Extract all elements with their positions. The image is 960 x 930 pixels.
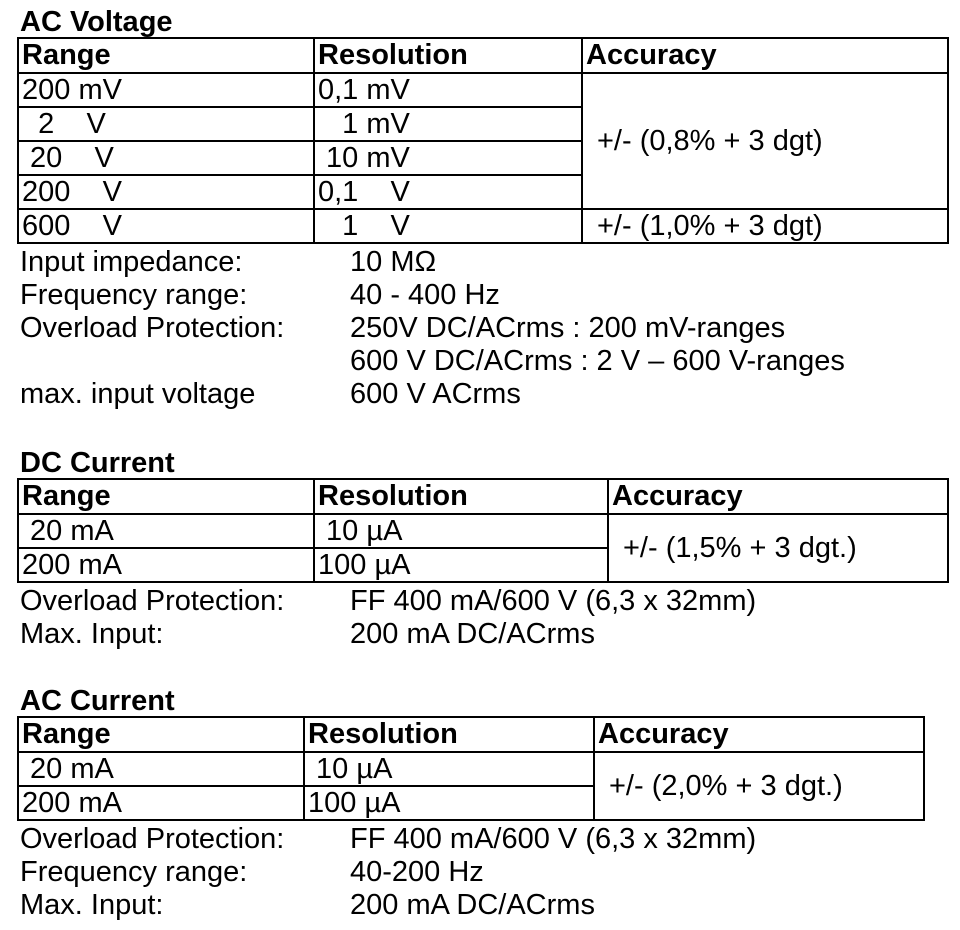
spec-notes: [17, 585, 949, 651]
note-value: 200 mA DC/ACrms: [350, 618, 595, 650]
note-label: Frequency range:: [20, 279, 248, 311]
note-label: Max. Input:: [20, 889, 164, 921]
range-cell: 2 V: [18, 107, 314, 141]
accuracy-cell: +/- (1,0% + 3 dgt): [582, 209, 948, 243]
spec-table-dc-current: [17, 478, 949, 583]
note-label: Overload Protection:: [20, 312, 285, 344]
section-title: AC Current: [20, 685, 175, 717]
note-row: [17, 378, 949, 411]
note-label: max. input voltage: [20, 378, 256, 410]
column-header-range: Range: [18, 717, 304, 752]
section-title: AC Voltage: [20, 6, 173, 38]
range-cell: 200 mV: [18, 73, 314, 107]
resolution-cell: 10 mV: [314, 141, 582, 175]
column-header-resolution: Resolution: [314, 38, 582, 73]
note-row: [17, 345, 949, 378]
table-header-row: [18, 479, 948, 514]
note-value: 40 - 400 Hz: [350, 279, 500, 311]
note-value: 250V DC/ACrms : 200 mV-ranges: [350, 312, 786, 344]
resolution-cell: 0,1 V: [314, 175, 582, 209]
range-cell: 20 V: [18, 141, 314, 175]
note-row: [17, 618, 949, 651]
range-cell: 200 V: [18, 175, 314, 209]
table-row: [18, 752, 924, 786]
note-label: Overload Protection:: [20, 585, 285, 617]
resolution-cell: 1 V: [314, 209, 582, 243]
spec-notes: [17, 246, 949, 411]
column-header-accuracy: Accuracy: [608, 479, 948, 514]
note-value: FF 400 mA/600 V (6,3 x 32mm): [350, 823, 757, 855]
resolution-cell: 100 µA: [314, 548, 608, 582]
range-cell: 600 V: [18, 209, 314, 243]
resolution-cell: 10 µA: [314, 514, 608, 548]
spec-table-ac-current: [17, 716, 925, 821]
note-row: [17, 585, 949, 618]
section-ac-current: [17, 684, 925, 922]
note-label: Input impedance:: [20, 246, 243, 278]
spec-table-ac-voltage: [17, 37, 949, 244]
accuracy-cell: +/- (0,8% + 3 dgt): [582, 73, 948, 209]
column-header-accuracy: Accuracy: [582, 38, 948, 73]
section-dc-current: [17, 446, 949, 651]
column-header-resolution: Resolution: [314, 479, 608, 514]
column-header-accuracy: Accuracy: [594, 717, 924, 752]
table-row: [18, 209, 948, 243]
resolution-cell: 0,1 mV: [314, 73, 582, 107]
table-header-row: [18, 717, 924, 752]
note-label: Overload Protection:: [20, 823, 285, 855]
resolution-cell: 100 µA: [304, 786, 594, 820]
range-cell: 20 mA: [18, 514, 314, 548]
note-value: 40-200 Hz: [350, 856, 484, 888]
accuracy-cell: +/- (2,0% + 3 dgt.): [594, 752, 924, 820]
resolution-cell: 1 mV: [314, 107, 582, 141]
table-header-row: [18, 38, 948, 73]
table-row: [18, 73, 948, 107]
column-header-range: Range: [18, 38, 314, 73]
note-row: [17, 312, 949, 345]
note-label: Frequency range:: [20, 856, 248, 888]
section-ac-voltage: [17, 5, 949, 411]
note-row: [17, 889, 925, 922]
note-value: 600 V DC/ACrms : 2 V – 600 V-ranges: [350, 345, 845, 377]
resolution-cell: 10 µA: [304, 752, 594, 786]
section-title: DC Current: [20, 447, 175, 479]
accuracy-cell: +/- (1,5% + 3 dgt.): [608, 514, 948, 582]
note-value: FF 400 mA/600 V (6,3 x 32mm): [350, 585, 757, 617]
note-row: [17, 856, 925, 889]
note-value: 10 MΩ: [350, 246, 437, 278]
note-row: [17, 823, 925, 856]
spec-notes: [17, 823, 925, 922]
note-value: 200 mA DC/ACrms: [350, 889, 595, 921]
table-row: [18, 514, 948, 548]
column-header-range: Range: [18, 479, 314, 514]
note-row: [17, 246, 949, 279]
range-cell: 200 mA: [18, 786, 304, 820]
note-label: Max. Input:: [20, 618, 164, 650]
range-cell: 200 mA: [18, 548, 314, 582]
note-value: 600 V ACrms: [350, 378, 521, 410]
range-cell: 20 mA: [18, 752, 304, 786]
note-row: [17, 279, 949, 312]
note-label: [20, 345, 350, 378]
column-header-resolution: Resolution: [304, 717, 594, 752]
